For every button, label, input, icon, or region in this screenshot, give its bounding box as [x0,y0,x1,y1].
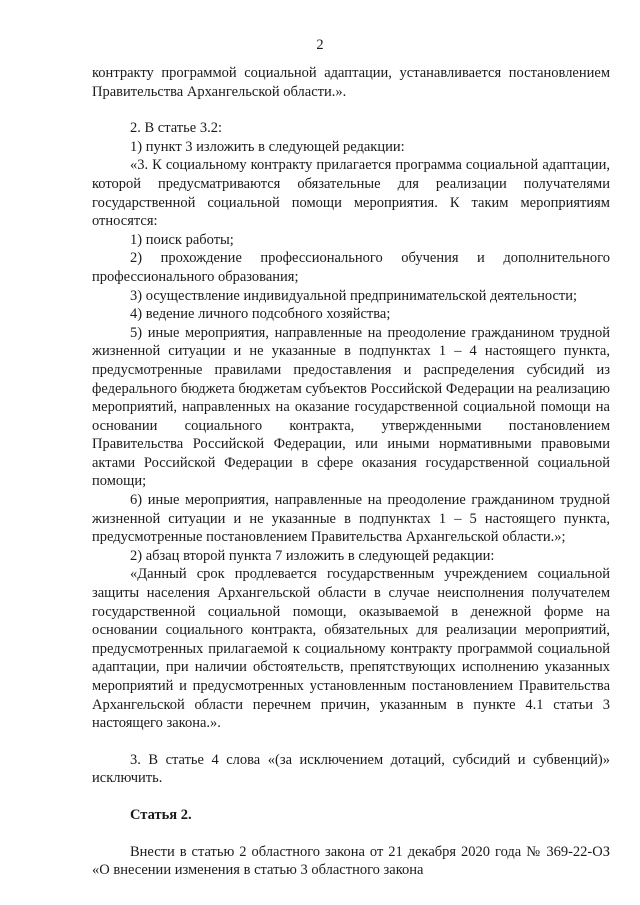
paragraph-quote-point-3: «3. К социальному контракту прилагается программа социальной адаптации, которой предусматриваются обязательные для реализации получателями государственной социальной помощи мероприятия. К таким мероприятиям относятся: [92,157,610,230]
article-title: Статья 2. [130,806,192,823]
paragraph-continuation: контракту программой социальной адаптации, устанавливается постановлением Правительства Архангельской области.». [92,65,610,100]
paragraph-list-4: 4) ведение личного подсобного хозяйства; [130,306,391,323]
paragraph-list-2: 2) прохождение профессионального обучения и дополнительного профессионального образования; [92,250,610,285]
paragraph-list-6: 6) иные мероприятия, направленные на преодоление гражданином трудной жизненной ситуации и не указанные в подпунктах 1 – 5 настоящего пункта, предусмотренные постановлением Правительства Архангельской области.»; [92,492,610,546]
paragraph-gap [92,788,610,806]
paragraph-gap [92,101,610,119]
paragraph-subitem-1: 1) пункт 3 изложить в следующей редакции: [130,138,405,155]
paragraph-item-3: 3. В статье 4 слова «(за исключением дотаций, субсидий и субвенций)» исключить. [92,751,610,787]
paragraph-article-2-text: Внести в статью 2 областного закона от 21 декабря 2020 года № 369-22-ОЗ «О внесении изменения в статью 3 областного закона [92,843,610,879]
document-body [92,64,610,880]
paragraph-gap [92,733,610,751]
paragraph-list-1: 1) поиск работы; [130,231,234,248]
page-number: 2 [316,37,324,53]
paragraph-gap [92,825,610,843]
paragraph-list-3: 3) осуществление индивидуальной предпринимательской деятельности; [130,287,578,304]
paragraph-item-2: 2. В статье 3.2: [130,120,222,137]
paragraph-list-5: 5) иные мероприятия, направленные на преодоление гражданином трудной жизненной ситуации и не указанные в подпунктах 1 – 4 настоящего пункта, предусмотренные правилами предоставления и распределения субсидий из федерального бюджета бюджетам субъектов Российской Федерации на реализацию мероприятий, направленных на оказание государственной социальной помощи на основании социального контракта, утвержденными постановлением Правительства Российской Федерации, или иными нормативными правовыми актами Российской Федерации в сфере оказания государственной социальной помощи; [92,324,610,490]
paragraph-subitem-2: 2) абзац второй пункта 7 изложить в следующей редакции: [130,547,495,564]
paragraph-quote-term: «Данный срок продлевается государственным учреждением социальной защиты населения Архангельской области в случае неисполнения получателем государственной социальной помощи, оказываемой в денежной форме на основании социального контракта, обязательных для реализации мероприятий, предусмотренных прилагаемой к социальному контракту программой социальной адаптации, при наличии обстоятельств, препятствующих исполнению указанных мероприятий и предусмотренных установленным постановлением Правительства Архангельской области перечнем причин, указанным в пункте 4.1 статьи 3 настоящего закона.». [92,566,610,732]
